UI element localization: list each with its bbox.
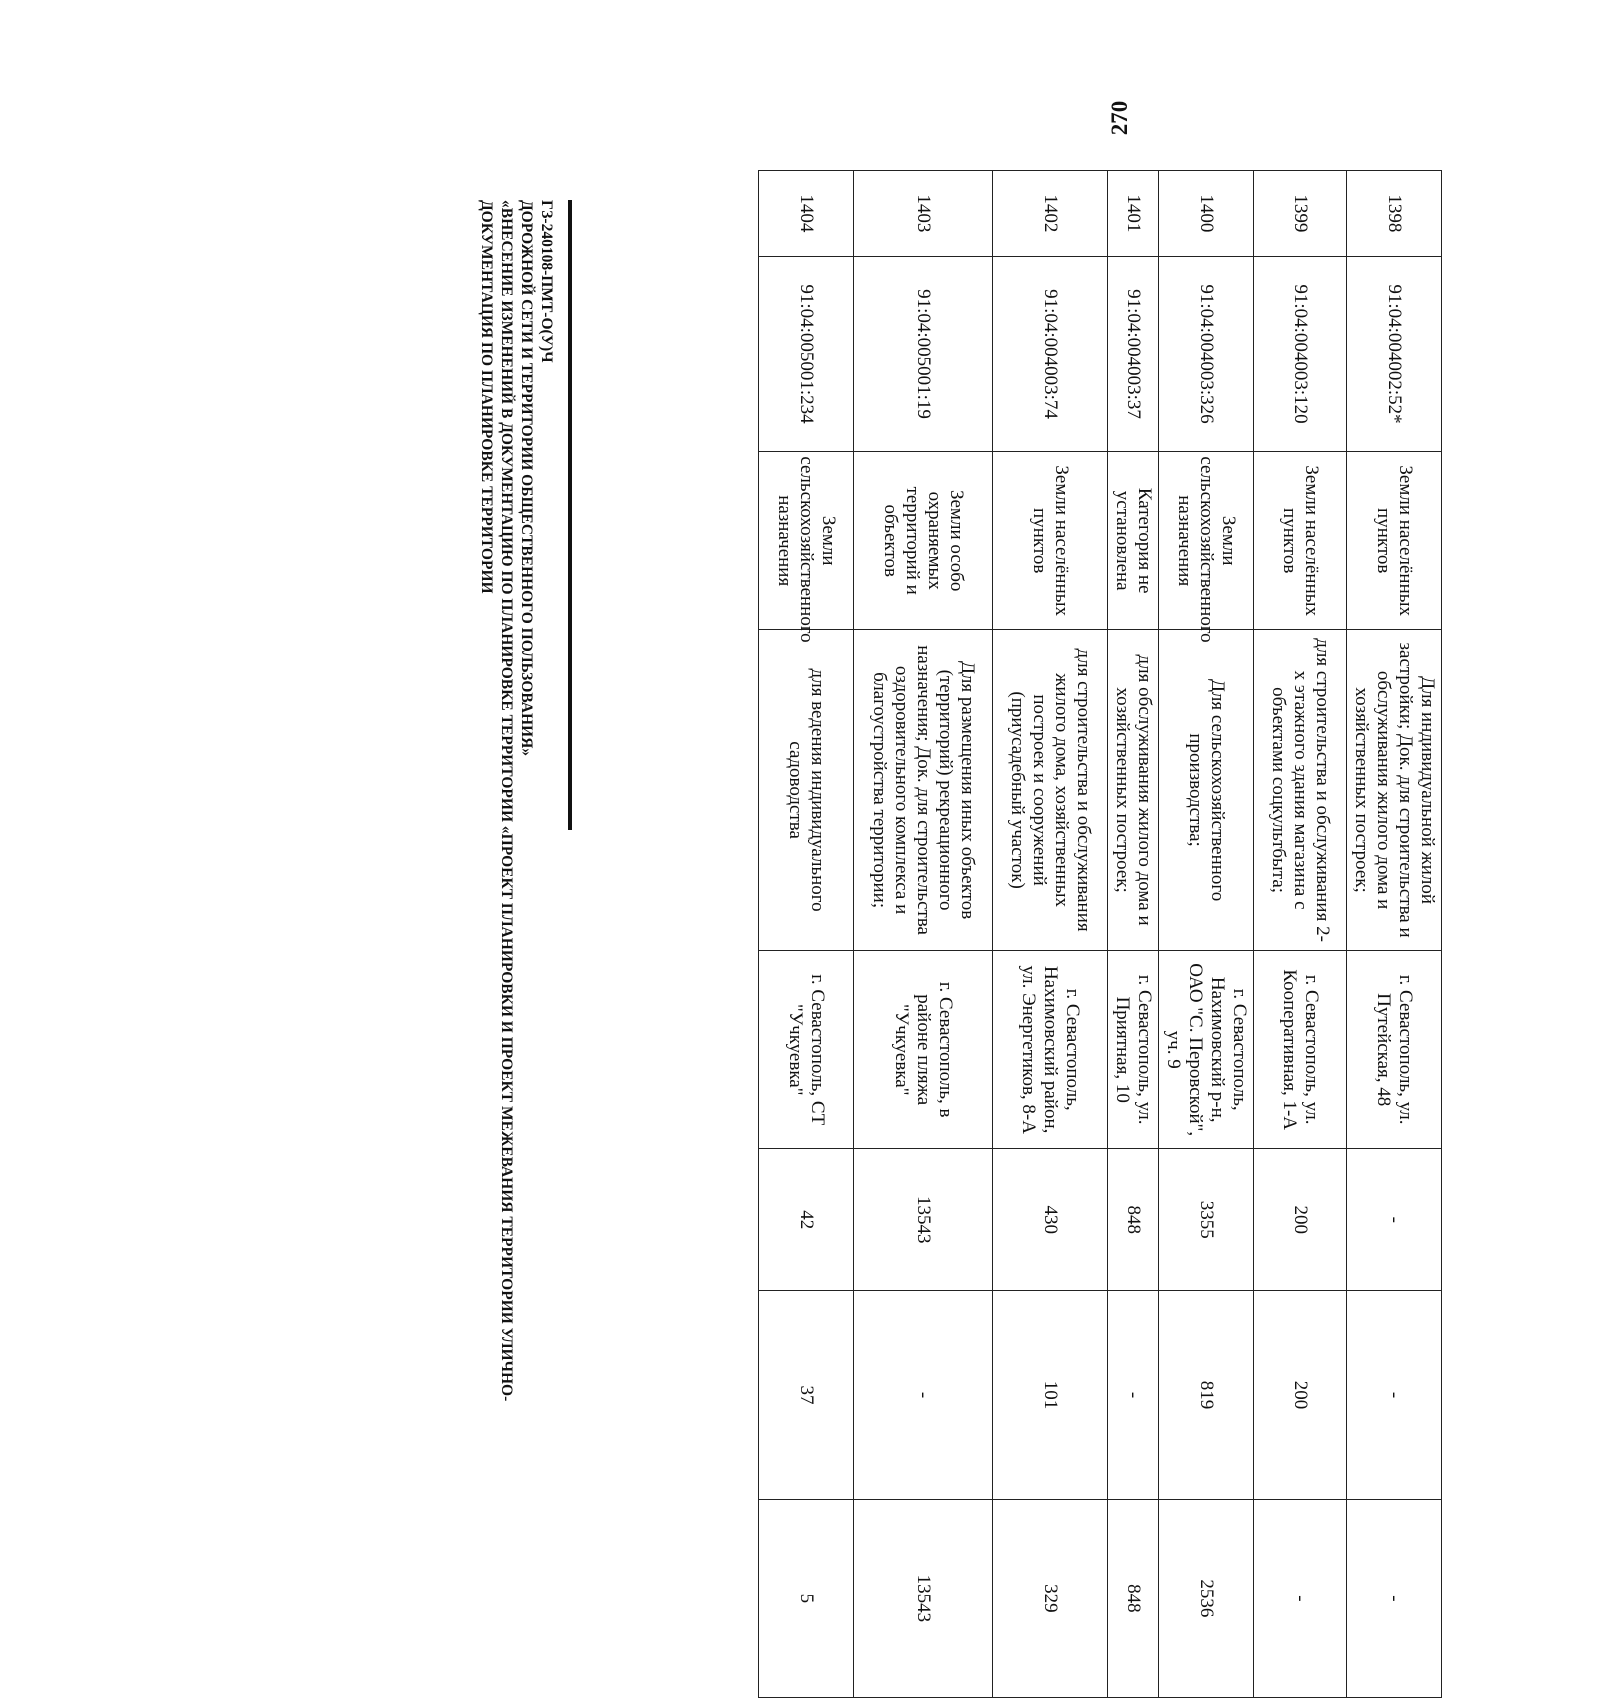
header-line-3: ДОРОЖНОЙ СЕТИ И ТЕРРИТОРИИ ОБЩЕСТВЕННОГО ПОЛЬЗОВАНИЯ»	[518, 200, 535, 757]
permitted-use: Для сельскохозяйственного производства;	[1159, 630, 1254, 951]
area-total: 200	[1254, 1149, 1347, 1291]
land-plots-table	[758, 170, 1442, 1698]
cadastral-number: 91:04:005001:19	[854, 256, 993, 452]
address: г. Севастополь, Нахимовский р-н, ОАО "С. Перовской", уч. 9	[1159, 951, 1254, 1149]
cadastral-number: 91:04:004003:326	[1159, 256, 1254, 452]
land-category: Категория не установлена	[1108, 452, 1159, 630]
table-row	[1108, 171, 1159, 1698]
cadastral-number: 91:04:004002:52*	[1347, 256, 1442, 452]
area-total: 3355	[1159, 1149, 1254, 1291]
row-number: 1402	[993, 171, 1108, 257]
header-line-1: ДОКУМЕНТАЦИЯ ПО ПЛАНИРОВКЕ ТЕРРИТОРИИ	[478, 200, 495, 594]
area-total: 430	[993, 1149, 1108, 1291]
cadastral-number: 91:04:005001:234	[759, 256, 854, 452]
area-total: 848	[1108, 1149, 1159, 1291]
permitted-use: для строительства и обслуживания жилого дома, хозяйственных построек и сооружений (приусадебный участок)	[993, 630, 1108, 951]
table-row	[759, 171, 854, 1698]
area-total: -	[1347, 1149, 1442, 1291]
header-line-4: ГЗ-240108-ПМТ-О(У)Ч	[538, 200, 555, 363]
area-remaining: 13543	[854, 1499, 993, 1697]
permitted-use: Для индивидуальной жилой застройки; Док. для строительства и обслуживания жилого дома и хозяйственных построек;	[1347, 630, 1442, 951]
land-category: Земли населённых пунктов	[1254, 452, 1347, 630]
permitted-use: Для размещения иных объектов (территорий) рекреационного назначения; Док. для строительства оздоровительного комплекса и благоустройства территории;	[854, 630, 993, 951]
area-remaining: 5	[759, 1499, 854, 1697]
area-within: -	[854, 1291, 993, 1499]
table-row	[993, 171, 1108, 1698]
cadastral-number: 91:04:004003:37	[1108, 256, 1159, 452]
area-within: 101	[993, 1291, 1108, 1499]
page-number: 270	[1107, 100, 1132, 136]
land-category: Земли сельскохозяйственного назначения	[759, 452, 854, 630]
row-number: 1403	[854, 171, 993, 257]
table-row	[854, 171, 993, 1698]
row-number: 1400	[1159, 171, 1254, 257]
area-within: 200	[1254, 1291, 1347, 1499]
area-remaining: -	[1254, 1499, 1347, 1697]
area-within: -	[1347, 1291, 1442, 1499]
area-within: 37	[759, 1291, 854, 1499]
area-within: -	[1108, 1291, 1159, 1499]
area-within: 819	[1159, 1291, 1254, 1499]
cadastral-number: 91:04:004003:120	[1254, 256, 1347, 452]
area-remaining: 2536	[1159, 1499, 1254, 1697]
area-remaining: 329	[993, 1499, 1108, 1697]
table-row	[1254, 171, 1347, 1698]
address: г. Севастополь, ул. Приятная, 10	[1108, 951, 1159, 1149]
permitted-use: для обслуживания жилого дома и хозяйственных построек;	[1108, 630, 1159, 951]
table-row	[1347, 171, 1442, 1698]
table-row	[1159, 171, 1254, 1698]
cadastral-number: 91:04:004003:74	[993, 256, 1108, 452]
address: г. Севастополь, Нахимовский район, ул. Энергетиков, 8-А	[993, 951, 1108, 1149]
area-total: 42	[759, 1149, 854, 1291]
address: г. Севастополь, ул. Кооперативная, 1-А	[1254, 951, 1347, 1149]
area-remaining: -	[1347, 1499, 1442, 1697]
row-number: 1404	[759, 171, 854, 257]
header-line-2: «ВНЕСЕНИЕ ИЗМЕНЕНИЙ В ДОКУМЕНТАЦИЮ ПО ПЛАНИРОВКЕ ТЕРРИТОРИИ «ПРОЕКТ ПЛАНИРОВКИ И ПРОЕКТ МЕЖЕВАНИЯ ТЕРРИТОРИИ УЛИЧНО-	[498, 200, 515, 1402]
permitted-use: для ведения индивидуального садоводства	[759, 630, 854, 951]
area-remaining: 848	[1108, 1499, 1159, 1697]
land-category: Земли сельскохозяйственного назначения	[1159, 452, 1254, 630]
land-category: Земли населённых пунктов	[1347, 452, 1442, 630]
row-number: 1399	[1254, 171, 1347, 257]
address: г. Севастополь, ул. Путейская, 48	[1347, 951, 1442, 1149]
land-category: Земли населённых пунктов	[993, 452, 1108, 630]
permitted-use: для строительства и обслуживания 2-х этажного здания магазина с объектами соцкультбыта;	[1254, 630, 1347, 951]
address: г. Севастополь, СТ "Учкуевка"	[759, 951, 854, 1149]
row-number: 1401	[1108, 171, 1159, 257]
land-category: Земли особо охраняемых территорий и объектов	[854, 452, 993, 630]
area-total: 13543	[854, 1149, 993, 1291]
row-number: 1398	[1347, 171, 1442, 257]
rotated-page	[400, 0, 1600, 1696]
address: г. Севастополь, в районе пляжа "Учкуевка"	[854, 951, 993, 1149]
header-rule	[568, 200, 572, 830]
